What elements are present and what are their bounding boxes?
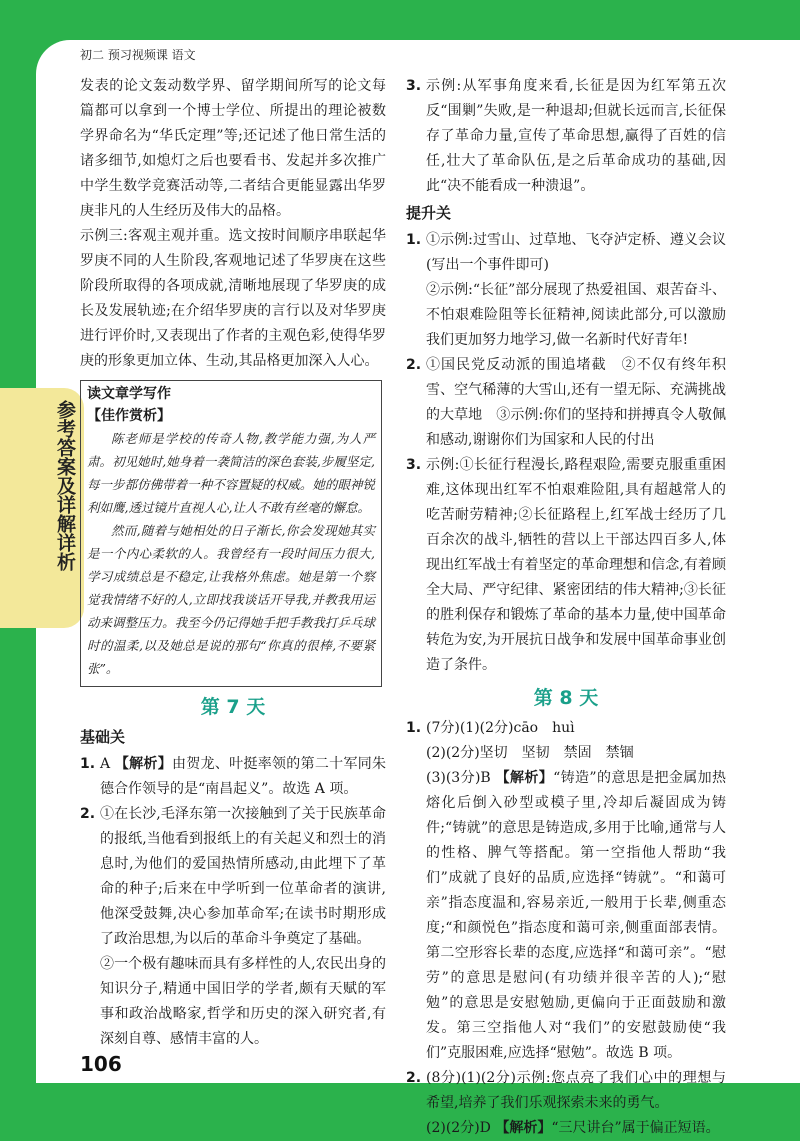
item-number: 1. (80, 756, 96, 772)
page-number: 106 (80, 1052, 122, 1076)
answer-item (406, 353, 726, 453)
essay-paragraph: 然而,随着与她相处的日子渐长,你会发现她其实是一个内心柔软的人。我曾经有一段时间压力很大,学习成绩总是不稳定,让我格外焦虑。她是第一个察觉我情绪不好的人,立即找我谈话开导我,并教我用运动来调整压力。我至今仍记得她手把手教我打乒乓球时的温柔,以及她总是说的那句“你真的很棒,不要紧张”。 (87, 523, 375, 676)
essay-box (80, 380, 382, 687)
analysis-tag: 【解析】 (114, 756, 173, 772)
item-number: 1. (406, 232, 422, 248)
item-number: 3. (406, 78, 422, 94)
right-column (406, 74, 726, 1141)
answer-text: (8分)(1)(2分)示例:您点亮了我们心中的理想与希望,培养了我们乐观探索未来的勇气。 (426, 1070, 726, 1111)
answer-text: “铸造”的意思是把金属加热熔化后倒入砂型或模子里,冷却后凝固成为铸件;“铸就”的意思是铸造成,多用于比喻,通常与人的性格、脾气等搭配。第一空指他人帮助“我们”成就了良好的品质,应选择“铸就”。“和蔼可亲”指态度温和,容易亲近,一般用于长辈,侧重态度;“和颜悦色”指态度和蔼可亲,侧重面部表情。第二空形容长辈的态度,应选择“和蔼可亲”。“慰劳”的意思是慰问(有功绩并很辛苦的人);“慰勉”的意思是安慰勉励,更偏向于正面鼓励和激发。第三空指他人对“我们”的安慰鼓励使“我们”克服困难,应选择“慰勉”。故选 B 项。 (426, 770, 726, 1061)
item-number: 2. (406, 357, 422, 373)
answer-item (406, 453, 726, 678)
item-number: 1. (406, 720, 422, 736)
left-column (80, 74, 386, 1052)
answer-item (80, 752, 386, 802)
answer-text: 示例:从军事角度来看,长征是因为红军第五次反“围剿”失败,是一种退却;但就长远而言,长征保存了革命力量,宣传了革命思想,赢得了百姓的信任,壮大了革命队伍,是之后革命成功的基础,因此“决不能看成一种溃退”。 (426, 78, 726, 194)
intro-paragraph: 示例三:客观主观并重。选文按时间顺序串联起华罗庚不同的人生阶段,客观地记述了华罗庚在这些阶段所取得的各项成就,清晰地展现了华罗庚的成长及发展轨迹;在介绍华罗庚的言行以及对华罗庚进行评价时,又表现出了作者的主观色彩,使得华罗庚的形象更加立体、生动,其品格更加深入人心。 (80, 228, 386, 369)
answer-text: (7分)(1)(2分)cāo huì (426, 720, 575, 736)
side-tab-label: 参考答案及详解详析 (54, 400, 76, 571)
item-number: 2. (80, 806, 96, 822)
item-number: 2. (406, 1070, 422, 1086)
section-basic: 基础关 (80, 728, 126, 746)
answer-text: 由贺龙、叶挺率领的第二十军同朱德合作领导的是“南昌起义”。故选 A 项。 (100, 756, 387, 797)
answer-item (80, 802, 386, 1052)
answer-item (406, 716, 726, 1066)
answer-text: (2)(2分)坚切 坚韧 禁固 禁锢 (426, 745, 634, 761)
answer-text: ②一个极有趣味而具有多样性的人,农民出身的知识分子,精通中国旧学的学者,颇有天赋的军事和政治战略家,哲学和历史的深入研究者,有深刻自尊、感情丰富的人。 (100, 956, 386, 1047)
answer-text: 示例:①长征行程漫长,路程艰险,需要克服重重困难,这体现出红军不怕艰难险阻,具有超越常人的吃苦耐劳精神;②长征路程上,红军战士经历了几百余次的战斗,牺牲的营以上干部达四百多人,体现出红军战士有着坚定的革命理想和信念,有着顾全大局、严守纪律、紧密团结的伟大精神;③长征的胜利保存和锻炼了革命的基本力量,使中国革命转危为安,为开展抗日战争和发展中国革命事业创造了条件。 (426, 457, 726, 673)
essay-subtitle: 【佳作赏析】 (87, 408, 171, 424)
page-header: 初二 预习视频课 语文 (80, 48, 196, 62)
section-advanced: 提升关 (406, 204, 452, 222)
answer-item (406, 228, 726, 353)
answer-text: ①在长沙,毛泽东第一次接触到了关于民族革命的报纸,当他看到报纸上的有关起义和烈士的消息时,为他们的爱国热情所感动,由此埋下了革命的种子;后来在中学听到一位革命者的演讲,他深受鼓舞,决心参加革命军;在读书时期形成了政治思想,为以后的革命斗争奠定了基础。 (100, 806, 386, 947)
day-8-title: 第 8 天 (533, 687, 599, 709)
answer-text: A (100, 756, 115, 772)
answer-text: ②示例:“长征”部分展现了热爱祖国、艰苦奋斗、不怕艰难险阻等长征精神,阅读此部分,可以激励我们更加努力地学习,做一名新时代好青年! (426, 282, 726, 348)
answer-item (406, 74, 726, 199)
analysis-tag: 【解析】 (495, 1120, 552, 1136)
analysis-tag: 【解析】 (495, 770, 554, 786)
essay-title: 读文章学写作 (87, 386, 171, 402)
answer-text: “三尺讲台”属于偏正短语。 (551, 1120, 720, 1136)
essay-paragraph: 陈老师是学校的传奇人物,教学能力强,为人严肃。初见她时,她身着一袭简洁的深色套装,步履坚定,每一步都仿佛带着一种不容置疑的权威。她的眼神锐利如鹰,透过镜片直视人心,让人不敢有丝毫的懈怠。 (87, 431, 375, 515)
item-number: 3. (406, 457, 422, 473)
answer-text: ①示例:过雪山、过草地、飞夺泸定桥、遵义会议(写出一个事件即可) (426, 232, 726, 273)
answer-text: ①国民党反动派的围追堵截 ②不仅有终年积雪、空气稀薄的大雪山,还有一望无际、充满挑战的大草地 ③示例:你们的坚持和拼搏真令人敬佩和感动,谢谢你们为国家和人民的付出 (426, 357, 726, 448)
answer-item (406, 1066, 726, 1141)
answer-text: (3)(3分)B (426, 770, 496, 786)
intro-paragraph: 发表的论文轰动数学界、留学期间所写的论文每篇都可以拿到一个博士学位、所提出的理论被数学界命名为“华氏定理”等;还记述了他日常生活的诸多细节,如熄灯之后也要看书、发起并多次推广中学生数学竞赛活动等,二者结合更能显露出华罗庚非凡的人生经历及伟大的品格。 (80, 78, 386, 219)
day-7-title: 第 7 天 (200, 696, 266, 718)
answer-text: (2)(2分)D (426, 1120, 496, 1136)
